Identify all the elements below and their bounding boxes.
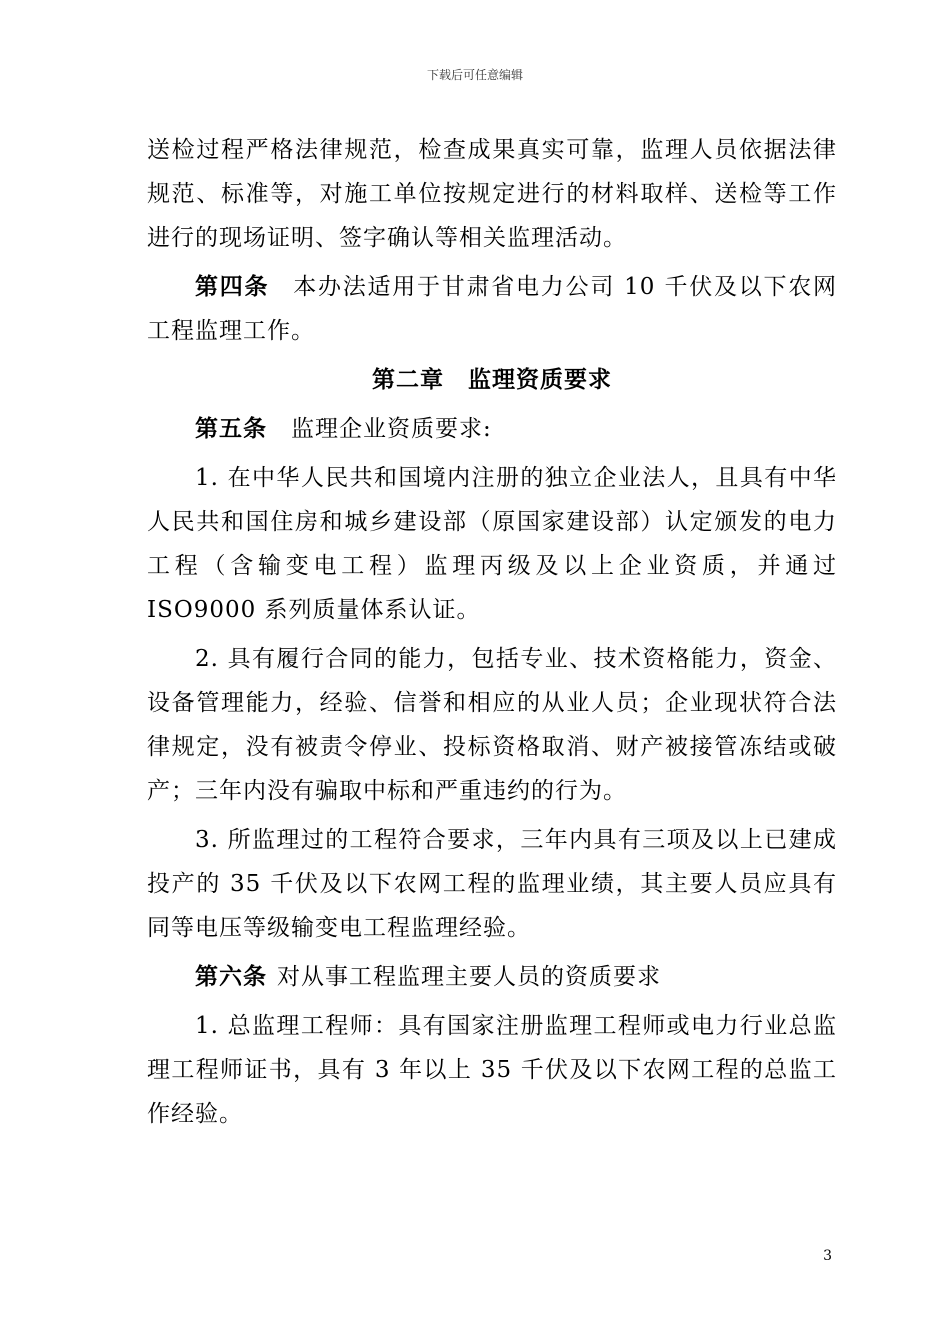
- article-5-item-2: 2. 具有履行合同的能力，包括专业、技术资格能力，资金、设备管理能力，经验、信誉和相应的从业人员；企业现状符合法律规定，没有被责令停业、投标资格取消、财产被接管冻结或破产；三年内没有骗取中标和严重违约的行为。: [147, 646, 837, 804]
- article-5-item-1: 1. 在中华人民共和国境内注册的独立企业法人，且具有中华人民共和国住房和城乡建设部（原国家建设部）认定颁发的电力工程（含输变电工程）监理丙级及以上企业资质，并通过 ISO9000 系列质量体系认证。: [147, 465, 837, 623]
- article-4: [147, 265, 837, 353]
- article-6-item-1: 1. 总监理工程师：具有国家注册监理工程师或电力行业总监理工程师证书，具有 3 年以上 35 千伏及以下农网工程的总监工作经验。: [147, 1013, 837, 1127]
- page-number: 3: [823, 1248, 832, 1264]
- article-5-text: 监理企业资质要求:: [291, 416, 492, 442]
- page-header: 下载后可任意编辑: [426, 68, 523, 82]
- article-4-text: 本办法适用于甘肃省电力公司 10 千伏及以下农网工程监理工作。: [147, 274, 837, 344]
- paragraph-continued: 送检过程严格法律规范，检查成果真实可靠，监理人员依据法律规范、标准等，对施工单位按规定进行的材料取样、送检等工作进行的现场证明、签字确认等相关监理活动。: [147, 137, 837, 251]
- article-5: [147, 407, 837, 451]
- chapter-heading: 第二章 监理资质要求: [372, 367, 612, 393]
- document-body: [147, 128, 837, 1141]
- article-6-text: 对从事工程监理主要人员的资质要求: [277, 964, 661, 990]
- article-6: [147, 955, 837, 999]
- article-5-heading: 第五条: [195, 416, 267, 442]
- article-5-item-3: 3. 所监理过的工程符合要求，三年内具有三项及以上已建成投产的 35 千伏及以下农网工程的监理业绩，其主要人员应具有同等电压等级输变电工程监理经验。: [147, 827, 837, 941]
- article-4-heading: 第四条: [195, 274, 270, 300]
- article-6-heading: 第六条: [195, 964, 267, 990]
